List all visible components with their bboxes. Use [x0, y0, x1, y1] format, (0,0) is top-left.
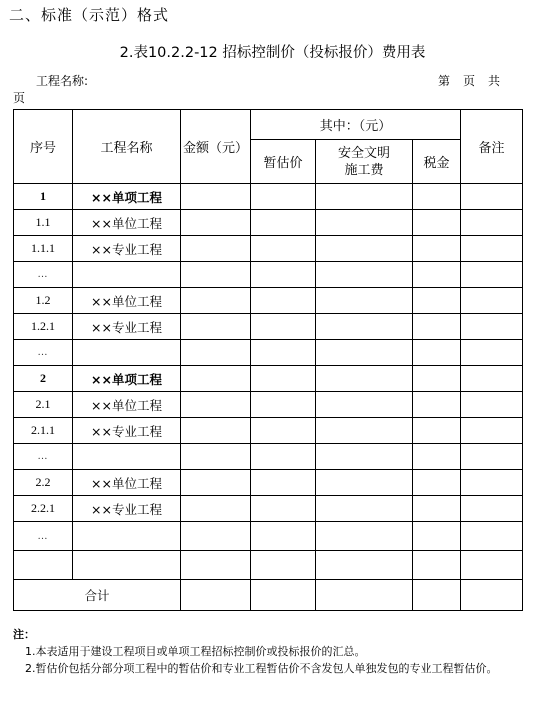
cell-seq: 1.1 — [14, 210, 73, 236]
cell-seq: 2.1 — [14, 392, 73, 418]
cell-remarks — [461, 262, 523, 288]
header-safety — [316, 140, 413, 184]
cell-seq: 1.1.1 — [14, 236, 73, 262]
cell-tax — [413, 392, 461, 418]
cell-remarks — [461, 184, 523, 210]
cell-tax — [413, 522, 461, 551]
cell-seq — [14, 551, 73, 580]
header-row-1 — [14, 110, 523, 140]
cell-provisional — [251, 496, 316, 522]
cell-provisional — [251, 444, 316, 470]
cell-name — [73, 262, 181, 288]
total-label: 合计 — [14, 580, 181, 611]
cell-seq: 2.1.1 — [14, 418, 73, 444]
cell-seq: 1.2 — [14, 288, 73, 314]
cell-name: ××单项工程 — [73, 184, 181, 210]
cell-provisional — [251, 184, 316, 210]
header-of-which: 其中：（元） — [251, 110, 461, 140]
cell-name: ××单位工程 — [73, 470, 181, 496]
table-row — [14, 418, 523, 444]
cell-name: ××专业工程 — [73, 236, 181, 262]
note-item-2: 2.暂估价包括分部分项工程中的暂估价和专业工程暂估价不含发包人单独发包的专业工程暂估价。 — [25, 662, 498, 675]
cell-tax — [413, 580, 461, 611]
cell-remarks — [461, 210, 523, 236]
section-heading: 二、标准（示范）格式 — [9, 6, 170, 24]
cell-tax — [413, 470, 461, 496]
cell-provisional — [251, 314, 316, 340]
cell-tax — [413, 444, 461, 470]
cell-provisional — [251, 236, 316, 262]
cell-provisional — [251, 580, 316, 611]
cell-name: ××专业工程 — [73, 496, 181, 522]
cell-name: ××专业工程 — [73, 314, 181, 340]
cell-safety — [316, 288, 413, 314]
cell-amount — [181, 288, 251, 314]
cell-amount — [181, 522, 251, 551]
cell-safety — [316, 314, 413, 340]
cell-tax — [413, 551, 461, 580]
header-remarks: 备注 — [461, 110, 523, 184]
cell-amount — [181, 262, 251, 288]
cell-seq: … — [14, 444, 73, 470]
cell-remarks — [461, 418, 523, 444]
cell-seq: 2 — [14, 366, 73, 392]
cell-seq: 1 — [14, 184, 73, 210]
cell-tax — [413, 262, 461, 288]
notes-head: 注： — [13, 628, 35, 641]
cell-tax — [413, 418, 461, 444]
table-row — [14, 551, 523, 580]
cell-remarks — [461, 444, 523, 470]
cell-name: ××专业工程 — [73, 418, 181, 444]
cell-amount — [181, 392, 251, 418]
cell-name: ××单位工程 — [73, 210, 181, 236]
cell-provisional — [251, 551, 316, 580]
cell-amount — [181, 496, 251, 522]
page-gong: 共 — [488, 74, 501, 88]
cell-safety — [316, 496, 413, 522]
header-provisional: 暂估价 — [251, 140, 316, 184]
cell-remarks — [461, 470, 523, 496]
cell-safety — [316, 340, 413, 366]
cell-amount — [181, 314, 251, 340]
cell-name: ××单位工程 — [73, 392, 181, 418]
cell-tax — [413, 366, 461, 392]
cell-safety — [316, 444, 413, 470]
table-row — [14, 210, 523, 236]
table-row — [14, 444, 523, 470]
cell-amount — [181, 418, 251, 444]
cell-safety — [316, 184, 413, 210]
table-row — [14, 184, 523, 210]
table-row — [14, 366, 523, 392]
table-row — [14, 314, 523, 340]
cell-amount — [181, 444, 251, 470]
cell-amount — [181, 236, 251, 262]
cell-name — [73, 551, 181, 580]
header-seq: 序号 — [14, 110, 73, 184]
cell-seq: 2.2 — [14, 470, 73, 496]
cell-seq: 1.2.1 — [14, 314, 73, 340]
cell-provisional — [251, 262, 316, 288]
cell-provisional — [251, 418, 316, 444]
cell-provisional — [251, 522, 316, 551]
cell-remarks — [461, 580, 523, 611]
table-row — [14, 392, 523, 418]
cell-provisional — [251, 210, 316, 236]
cell-remarks — [461, 522, 523, 551]
cell-name — [73, 444, 181, 470]
cell-tax — [413, 288, 461, 314]
cell-remarks — [461, 236, 523, 262]
cell-amount — [181, 580, 251, 611]
header-name: 工程名称 — [73, 110, 181, 184]
page-ye: 页 — [463, 74, 476, 88]
cell-amount — [181, 551, 251, 580]
cell-remarks — [461, 288, 523, 314]
fee-table — [13, 109, 523, 611]
cell-name: ××单项工程 — [73, 366, 181, 392]
cell-safety — [316, 580, 413, 611]
cell-safety — [316, 210, 413, 236]
cell-remarks — [461, 314, 523, 340]
cell-safety — [316, 262, 413, 288]
cell-tax — [413, 184, 461, 210]
cell-amount — [181, 340, 251, 366]
cell-provisional — [251, 340, 316, 366]
table-row — [14, 262, 523, 288]
cell-provisional — [251, 366, 316, 392]
cell-provisional — [251, 470, 316, 496]
cell-tax — [413, 496, 461, 522]
cell-safety — [316, 236, 413, 262]
table-row — [14, 496, 523, 522]
cell-seq: … — [14, 262, 73, 288]
notes — [13, 626, 533, 677]
cell-safety — [316, 470, 413, 496]
page-info — [438, 72, 513, 89]
table-row — [14, 522, 523, 551]
header-amount: 金额（元） — [181, 110, 251, 184]
cell-amount — [181, 366, 251, 392]
project-name-label: 工程名称: — [36, 74, 89, 88]
page-ye-wrapped: 页 — [13, 91, 26, 105]
cell-safety — [316, 551, 413, 580]
page-di: 第 — [438, 74, 451, 88]
cell-tax — [413, 210, 461, 236]
header-tax: 税金 — [413, 140, 461, 184]
cell-remarks — [461, 551, 523, 580]
table-row — [14, 470, 523, 496]
cell-safety — [316, 418, 413, 444]
cell-name — [73, 522, 181, 551]
total-row — [14, 580, 523, 611]
cell-tax — [413, 314, 461, 340]
header-safety-line1: 安全文明 — [337, 145, 390, 161]
note-item-1: 1.本表适用于建设工程项目或单项工程招标控制价或投标报价的汇总。 — [25, 645, 366, 658]
cell-name: ××单位工程 — [73, 288, 181, 314]
cell-name — [73, 340, 181, 366]
cell-tax — [413, 236, 461, 262]
table-row — [14, 236, 523, 262]
cell-remarks — [461, 496, 523, 522]
cell-seq: … — [14, 522, 73, 551]
cell-safety — [316, 522, 413, 551]
table-row — [14, 340, 523, 366]
cell-seq: … — [14, 340, 73, 366]
cell-safety — [316, 392, 413, 418]
cell-remarks — [461, 392, 523, 418]
cell-amount — [181, 184, 251, 210]
cell-amount — [181, 210, 251, 236]
cell-remarks — [461, 366, 523, 392]
cell-tax — [413, 340, 461, 366]
cell-seq: 2.2.1 — [14, 496, 73, 522]
cell-safety — [316, 366, 413, 392]
cell-provisional — [251, 392, 316, 418]
table-row — [14, 288, 523, 314]
cell-amount — [181, 470, 251, 496]
table-title: 2.表10.2.2-12 招标控制价（投标报价）费用表 — [119, 45, 426, 61]
cell-remarks — [461, 340, 523, 366]
cell-provisional — [251, 288, 316, 314]
header-safety-line2: 施工费 — [344, 162, 384, 178]
